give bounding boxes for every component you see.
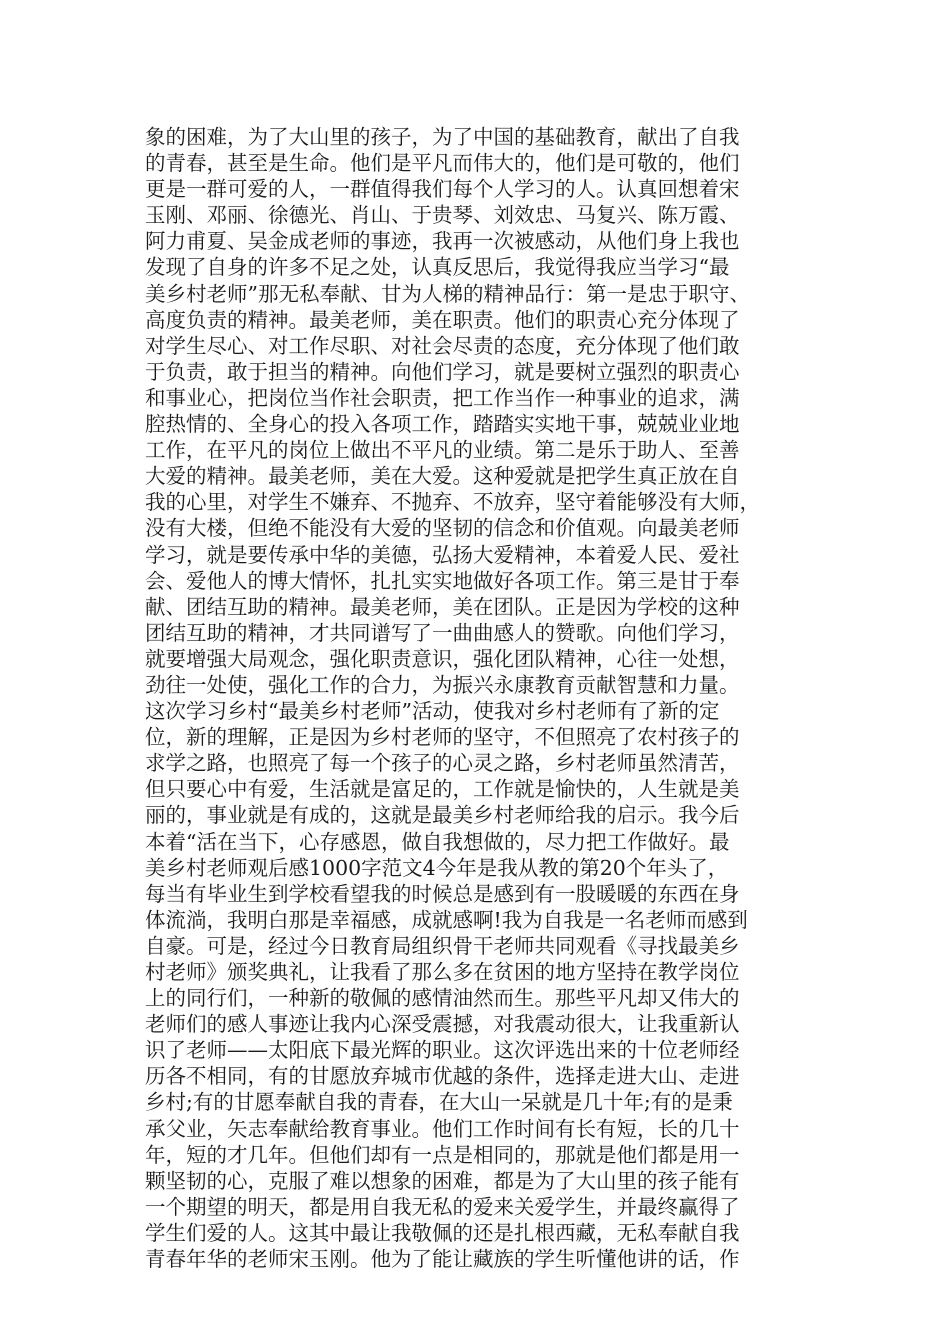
- text-line: 体流淌，我明白那是幸福感，成就感啊!我为自我是一名老师而感到: [145, 907, 748, 932]
- text-line: 颗坚韧的心，克服了难以想象的困难，都是为了大山里的孩子能有: [145, 1168, 740, 1193]
- text-line: 学习，就是要传承中华的美德，弘扬大爱精神，本着爱人民、爱社: [145, 542, 740, 567]
- text-line: 学生们爱的人。这其中最让我敬佩的还是扎根西藏，无私奉献自我: [145, 1220, 740, 1245]
- text-line: 识了老师——太阳底下最光辉的职业。这次评选出来的十位老师经: [145, 1038, 740, 1063]
- text-line: 历各不相同，有的甘愿放弃城市优越的条件，选择走进大山、走进: [145, 1064, 740, 1089]
- text-line: 青春年华的老师宋玉刚。他为了能让藏族的学生听懂他讲的话，作: [145, 1247, 740, 1272]
- text-line: 但只要心中有爱，生活就是富足的，工作就是愉快的，人生就是美: [145, 777, 740, 802]
- text-line: 承父业，矢志奉献给教育事业。他们工作时间有长有短，长的几十: [145, 1116, 740, 1141]
- text-line: 自豪。可是，经过今日教育局组织骨干老师共同观看《寻找最美乡: [145, 933, 740, 958]
- text-line: 玉刚、邓丽、徐德光、肖山、于贵琴、刘效忠、马复兴、陈万霞、: [145, 203, 740, 228]
- text-line: 的青春，甚至是生命。他们是平凡而伟大的，他们是可敬的，他们: [145, 151, 740, 176]
- text-line: 团结互助的精神，才共同谱写了一曲曲感人的赞歌。向他们学习，: [145, 620, 740, 645]
- text-line: 我的心里，对学生不嫌弃、不抛弃、不放弃，坚守着能够没有大师，: [145, 490, 760, 515]
- text-line: 美乡村老师观后感1000字范文4今年是我从教的第20个年头了，: [145, 855, 729, 880]
- text-line: 大爱的精神。最美老师，美在大爱。这种爱就是把学生真正放在自: [145, 464, 740, 489]
- text-line: 工作，在平凡的岗位上做出不平凡的业绩。第二是乐于助人、至善: [145, 438, 740, 463]
- text-line: 老师们的感人事迹让我内心深受震撼，对我震动很大，让我重新认: [145, 1012, 740, 1037]
- text-line: 没有大楼，但绝不能没有大爱的坚韧的信念和价值观。向最美老师: [145, 516, 740, 541]
- text-line: 和事业心，把岗位当作社会职责，把工作当作一种事业的追求，满: [145, 385, 740, 410]
- text-line: 于负责，敢于担当的精神。向他们学习，就是要树立强烈的职责心: [145, 359, 740, 384]
- text-line: 年，短的才几年。但他们却有一点是相同的，那就是他们都是用一: [145, 1142, 740, 1167]
- text-line: 丽的，事业就是有成的，这就是最美乡村老师给我的启示。我今后: [145, 803, 740, 828]
- text-line: 劲往一处使，强化工作的合力，为振兴永康教育贡献智慧和力量。: [145, 672, 740, 697]
- text-line: 发现了自身的许多不足之处，认真反思后，我觉得我应当学习“最: [145, 255, 730, 280]
- text-line: 象的困难，为了大山里的孩子，为了中国的基础教育，献出了自我: [145, 125, 740, 149]
- text-line: 这次学习乡村“最美乡村老师”活动，使我对乡村老师有了新的定: [145, 699, 720, 724]
- text-line: 一个期望的明天，都是用自我无私的爱来关爱学生，并最终赢得了: [145, 1194, 740, 1219]
- text-line: 乡村;有的甘愿奉献自我的青春，在大山一呆就是几十年;有的是秉: [145, 1090, 733, 1115]
- text-line: 腔热情的、全身心的投入各项工作，踏踏实实地干事，兢兢业业地: [145, 412, 740, 437]
- text-line: 献、团结互助的精神。最美老师，美在团队。正是因为学校的这种: [145, 594, 740, 619]
- text-line: 高度负责的精神。最美老师，美在职责。他们的职责心充分体现了: [145, 307, 740, 332]
- text-line: 美乡村老师”那无私奉献、甘为人梯的精神品行：第一是忠于职守、: [145, 281, 750, 306]
- text-line: 更是一群可爱的人，一群值得我们每个人学习的人。认真回想着宋: [145, 177, 740, 202]
- text-line: 每当有毕业生到学校看望我的时候总是感到有一股暖暖的东西在身: [145, 881, 740, 906]
- text-line: 对学生尽心、对工作尽职、对社会尽责的态度，充分体现了他们敢: [145, 333, 740, 358]
- text-line: 就要增强大局观念，强化职责意识，强化团队精神，心往一处想，: [145, 646, 740, 671]
- text-line: 阿力甫夏、吴金成老师的事迹，我再一次被感动，从他们身上我也: [145, 229, 740, 254]
- text-line: 求学之路，也照亮了每一个孩子的心灵之路，乡村老师虽然清苦，: [145, 751, 740, 776]
- text-line: 会、爱他人的博大情怀，扎扎实实地做好各项工作。第三是甘于奉: [145, 568, 740, 593]
- document-body-text: [145, 124, 825, 1272]
- text-line: 上的同行们，一种新的敬佩的感情油然而生。那些平凡却又伟大的: [145, 986, 740, 1011]
- text-line: 村老师》颁奖典礼，让我看了那么多在贫困的地方坚持在教学岗位: [145, 960, 740, 984]
- text-line: 本着“活在当下，心存感恩，做自我想做的，尽力把工作做好。最: [145, 829, 730, 854]
- text-line: 位，新的理解，正是因为乡村老师的坚守，不但照亮了农村孩子的: [145, 725, 740, 750]
